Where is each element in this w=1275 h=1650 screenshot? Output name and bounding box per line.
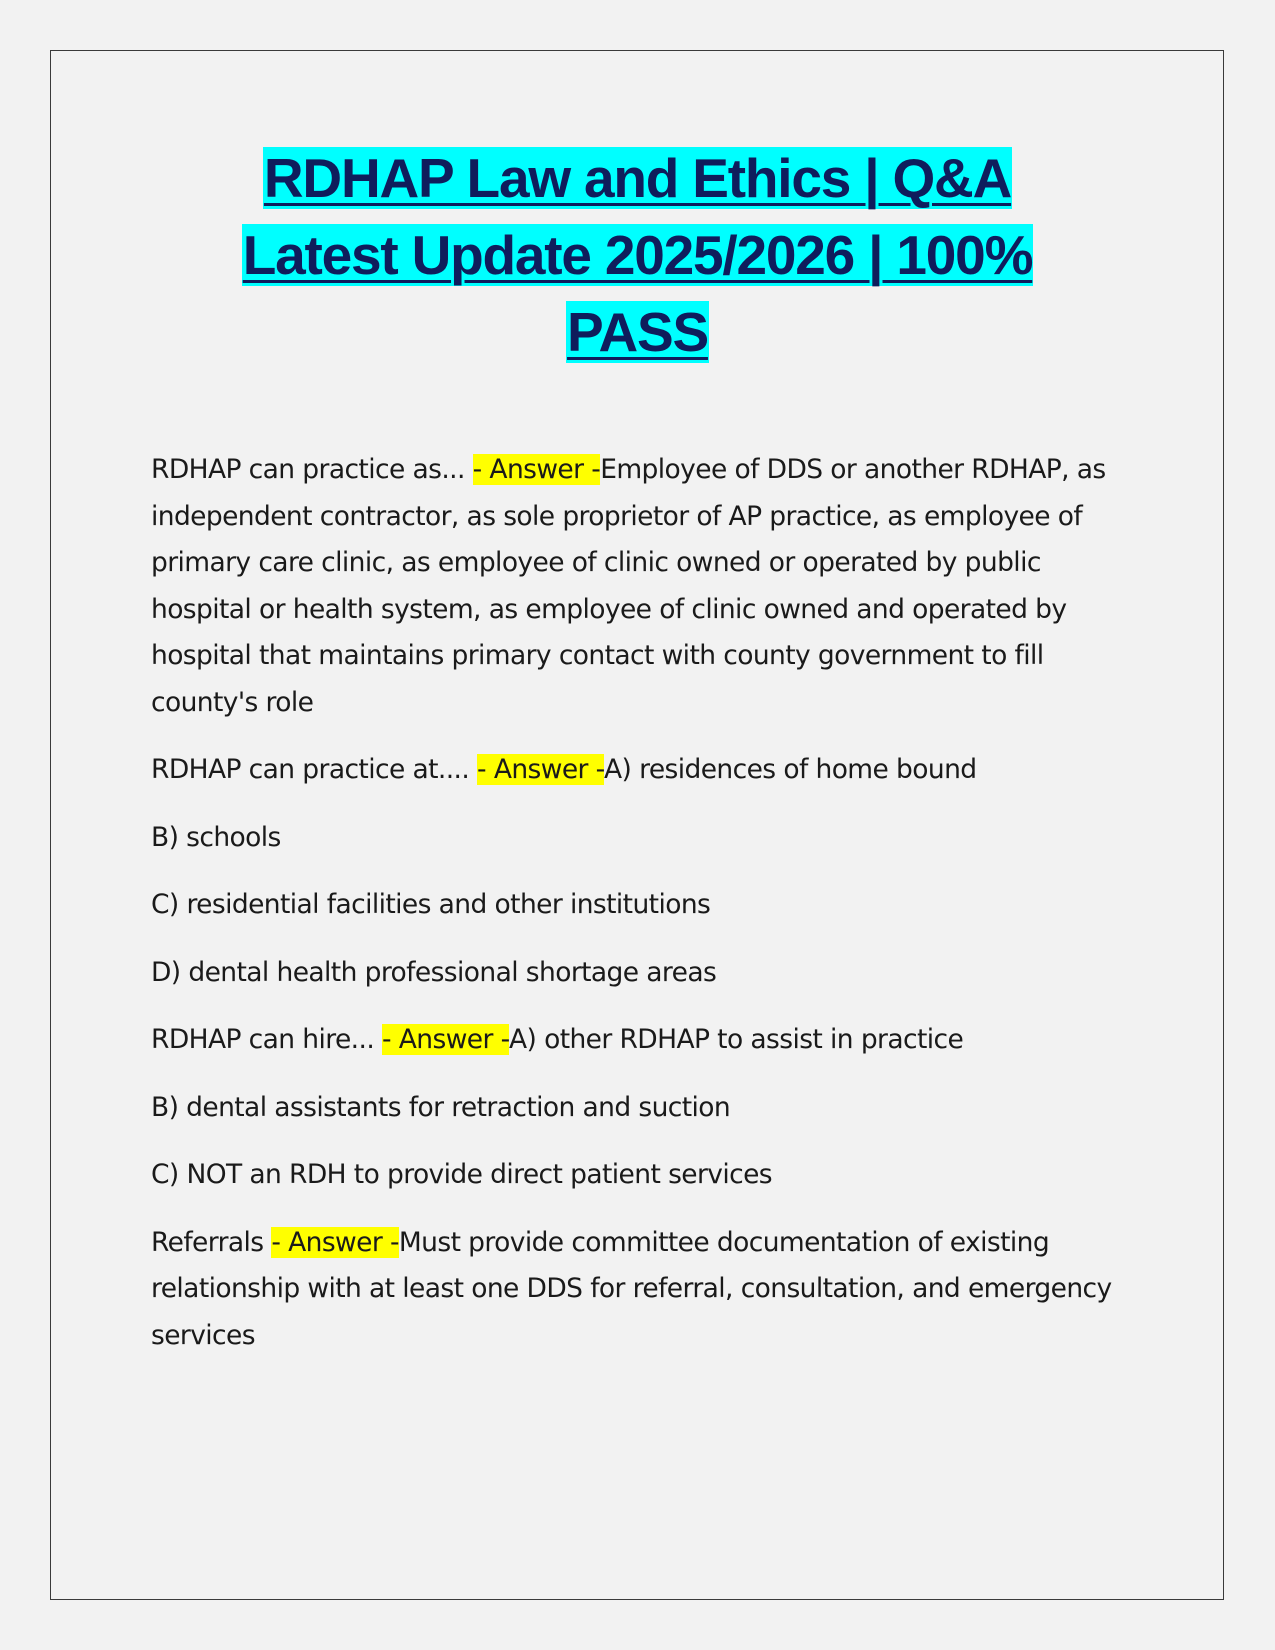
answer-marker: - Answer - xyxy=(477,754,605,785)
title-line-3: PASS xyxy=(567,301,708,363)
answer-marker: - Answer - xyxy=(381,1024,509,1055)
document-title xyxy=(100,140,1175,371)
question-text: Referrals xyxy=(151,1226,272,1258)
qa-item-practice-as xyxy=(151,447,1131,726)
qa-item-hire xyxy=(151,1017,1131,1064)
answer-list-item: B) dental assistants for retraction and suction xyxy=(151,1091,731,1123)
answer-list-item: D) dental health professional shortage areas xyxy=(151,956,717,988)
answer-text: Must provide committee documentation of existing relationship with at least one DDS for referral, consultation, and emergency services xyxy=(151,1226,1112,1351)
question-text: RDHAP can practice at.... xyxy=(151,754,478,785)
question-text: RDHAP can practice as... xyxy=(151,454,473,485)
answer-text: Employee of DDS or another RDHAP, as independent contractor, as sole proprietor of AP practice, as employee of primary care clinic, as employee of clinic owned or operated by public hospital or health system, as employee of clinic owned and operated by hospital that maintains primary contact with county government to fill county's role xyxy=(151,454,1106,718)
answer-list-item: C) NOT an RDH to provide direct patient services xyxy=(151,1159,772,1190)
answer-list-item: C) residential facilities and other institutions xyxy=(151,889,711,920)
qa-item-practice-at xyxy=(151,747,1131,794)
answer-marker: - Answer - xyxy=(472,454,601,485)
answer-marker: - Answer - xyxy=(271,1226,399,1258)
answer-text: A) other RDHAP to assist in practice xyxy=(508,1024,964,1055)
qa-item-referrals xyxy=(151,1220,1131,1360)
title-line-2: Latest Update 2025/2026 | 100% xyxy=(242,224,1033,286)
title-line-1: RDHAP Law and Ethics | Q&A xyxy=(263,147,1012,209)
answer-list-item: B) schools xyxy=(151,821,281,853)
answer-text: A) residences of home bound xyxy=(604,754,977,785)
question-text: RDHAP can hire... xyxy=(151,1024,382,1055)
qa-content xyxy=(151,447,1131,1380)
